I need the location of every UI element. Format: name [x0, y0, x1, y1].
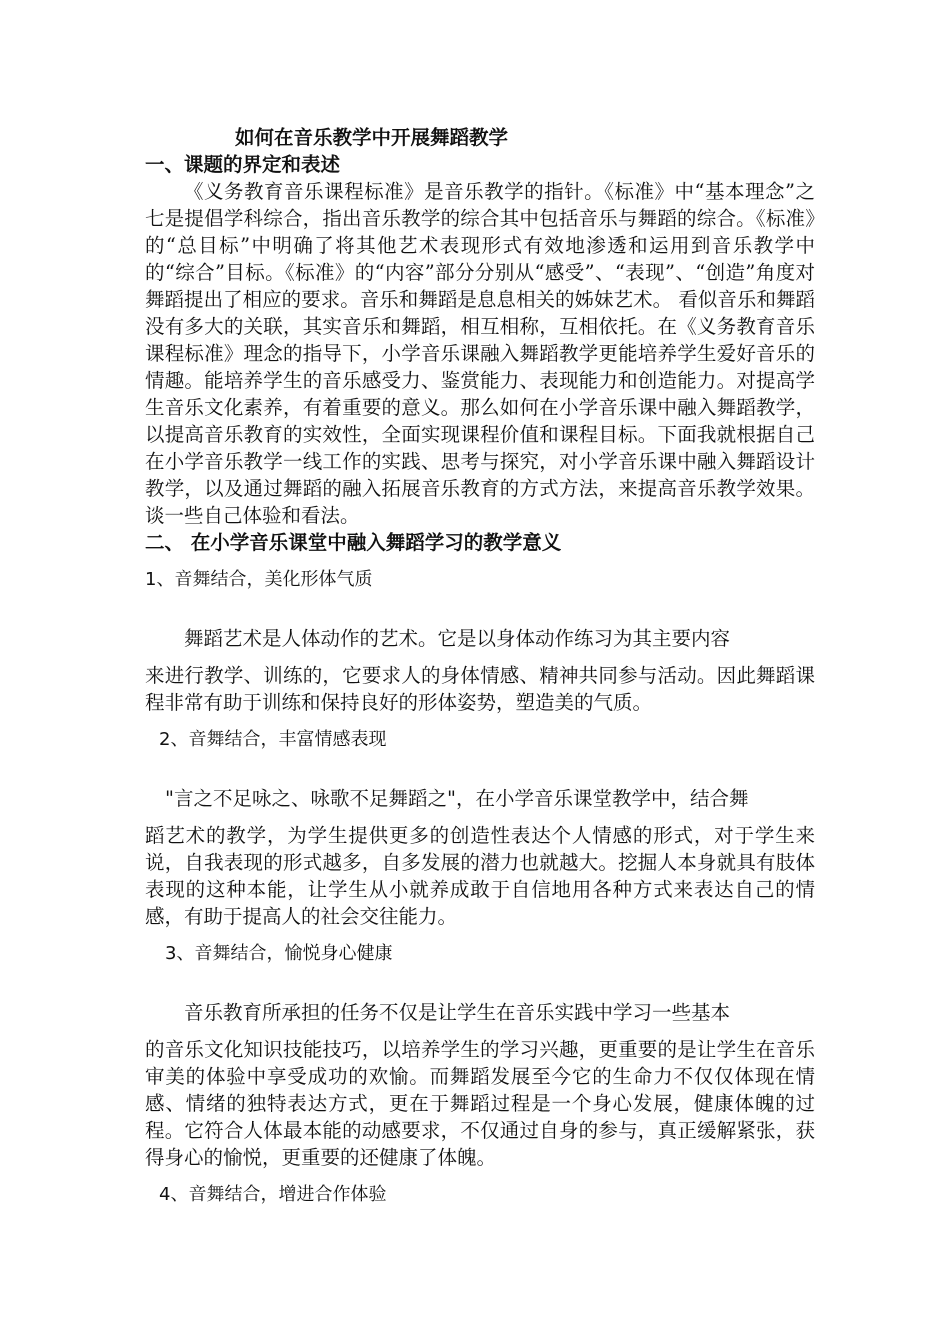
subsection-2-first-line: "言之不足咏之、咏歌不足舞蹈之"，在小学音乐课堂教学中，结合舞 [165, 787, 749, 810]
document-body [145, 124, 815, 1207]
section-1-paragraph: 《义务教育音乐课程标准》是音乐教学的指针。《标准》中“基本理念”之七是提倡学科综合，指出音乐教学的综合其中包括音乐与舞蹈的综合。《标准》的“总目标”中明确了将其他艺术表现形式有效地渗透和运用到音乐教学中的“综合”目标。《标准》的“内容”部分分别从“感受”、“表现”、“创造”角度对舞蹈提出了相应的要求。音乐和舞蹈是息息相关的姊妹艺术。 看似音乐和舞蹈没有多大的关联，其实音乐和舞蹈，相互相称，互相依托。在《义务教育音乐课程标准》理念的指导下，小学音乐课融入舞蹈教学更能培养学生爱好音乐的情趣。能培养学生的音乐感受力、鉴赏能力、表现能力和创造能力。对提高学生音乐文化素养，有着重要的意义。那么如何在小学音乐课中融入舞蹈教学，以提高音乐教育的实效性，全面实现课程价值和课程目标。下面我就根据自己在小学音乐教学一线工作的实践、思考与探究，对小学音乐课中融入舞蹈设计教学，以及通过舞蹈的融入拓展音乐教育的方式方法，来提高音乐教学效果。谈一些自己体验和看法。 [145, 180, 815, 527]
subsection-3-first-line: 音乐教育所承担的任务不仅是让学生在音乐实践中学习一些基本 [184, 1001, 731, 1024]
subsection-2-paragraph [145, 776, 815, 930]
section-heading-1: 一、课题的界定和表述 [145, 153, 341, 176]
subsection-heading-4: 4、音舞结合，增进合作体验 [159, 1184, 387, 1205]
document-title: 如何在音乐教学中开展舞蹈教学 [235, 126, 509, 149]
subsection-2-rest: 蹈艺术的教学，为学生提供更多的创造性表达个人情感的形式，对于学生来说，自我表现的形式越多，自多发展的潜力也就越大。挖掘人本身就具有肢体表现的这种本能，让学生从小就养成敢于自信地用各种方式来表达自己的情感，有助于提高人的社会交往能力。 [145, 824, 815, 928]
subsection-1-rest: 来进行教学、训练的，它要求人的身体情感、精神共同参与活动。因此舞蹈课程非常有助于训练和保持良好的形体姿势，塑造美的气质。 [145, 664, 815, 714]
subsection-3-paragraph [145, 990, 815, 1171]
subsection-heading-1: 1、音舞结合，美化形体气质 [145, 569, 373, 590]
subsection-heading-3: 3、音舞结合，愉悦身心健康 [165, 943, 393, 964]
subsection-3-rest: 的音乐文化知识技能技巧，以培养学生的学习兴趣，更重要的是让学生在音乐审美的体验中享受成功的欢愉。而舞蹈发展至今它的生命力不仅仅体现在情感、情绪的独特表达方式，更在于舞蹈过程是一个身心发展，健康体魄的过程。它符合人体最本能的动感要求，不仅通过自身的参与，真正缓解紧张，获得身心的愉悦，更重要的还健康了体魄。 [145, 1038, 815, 1169]
subsection-1-paragraph [145, 616, 815, 716]
subsection-1-first-line: 舞蹈艺术是人体动作的艺术。它是以身体动作练习为其主要内容 [184, 627, 731, 650]
subsection-heading-2: 2、音舞结合，丰富情感表现 [159, 729, 387, 750]
section-heading-2: 二、 在小学音乐课堂中融入舞蹈学习的教学意义 [145, 531, 562, 554]
